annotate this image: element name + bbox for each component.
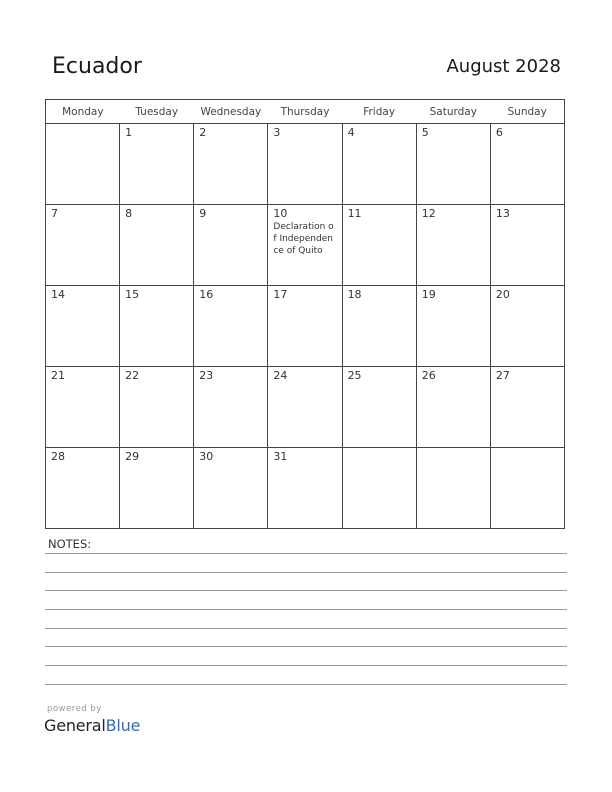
day-number: 9 (199, 207, 207, 220)
calendar-day-cell (490, 124, 564, 205)
calendar-day-cell (342, 286, 416, 367)
day-number: 15 (125, 288, 140, 301)
calendar-day-cell (46, 205, 120, 286)
notes-line (45, 646, 567, 647)
day-number: 24 (273, 369, 288, 382)
day-number: 16 (199, 288, 214, 301)
notes-line (45, 665, 567, 666)
calendar-day-cell (268, 205, 342, 286)
calendar-day-cell (120, 124, 194, 205)
day-number: 18 (347, 288, 362, 301)
calendar-day-cell (46, 286, 120, 367)
day-number: 12 (421, 207, 436, 220)
weekday-thursday: Thursday (268, 100, 342, 124)
day-number: 14 (51, 288, 65, 301)
day-number: 31 (273, 450, 288, 463)
calendar-day-cell (120, 286, 194, 367)
calendar-grid (45, 99, 565, 529)
notes-line (45, 553, 567, 554)
calendar-day-cell (194, 124, 268, 205)
day-number: 1 (125, 126, 133, 139)
calendar-day-cell (120, 367, 194, 448)
weekday-tuesday: Tuesday (120, 100, 194, 124)
calendar-week-row (46, 448, 565, 529)
calendar-day-cell (416, 286, 490, 367)
weekday-monday: Monday (46, 100, 120, 124)
calendar-day-cell (416, 205, 490, 286)
calendar-week-row (46, 124, 565, 205)
notes-line (45, 684, 567, 685)
day-number: 2 (199, 126, 207, 139)
calendar-day-cell (416, 124, 490, 205)
calendar-country-title: Ecuador (52, 54, 142, 79)
calendar-week-row (46, 286, 565, 367)
weekday-sunday: Sunday (490, 100, 564, 124)
day-number: 6 (495, 126, 503, 139)
day-number: 22 (125, 369, 140, 382)
calendar-day-cell (490, 367, 564, 448)
calendar-body (46, 124, 565, 529)
day-number: 10 (273, 207, 288, 220)
day-number: 27 (495, 369, 510, 382)
day-number: 30 (199, 450, 214, 463)
day-number: 25 (347, 369, 362, 382)
calendar-day-cell (120, 205, 194, 286)
day-number: 7 (51, 207, 58, 220)
day-number: 19 (421, 288, 436, 301)
logo-text-general: General (44, 716, 106, 735)
calendar-day-cell (120, 448, 194, 529)
day-number: 17 (273, 288, 288, 301)
powered-by-text: powered by (47, 704, 102, 714)
day-number: 21 (51, 369, 65, 382)
calendar-day-cell (194, 286, 268, 367)
day-number: 28 (51, 450, 65, 463)
calendar-day-cell (46, 124, 120, 205)
day-number: 23 (199, 369, 214, 382)
calendar-day-cell (342, 205, 416, 286)
weekday-saturday: Saturday (416, 100, 490, 124)
calendar-week-row (46, 205, 565, 286)
day-number: 26 (421, 369, 436, 382)
notes-line (45, 628, 567, 629)
calendar-day-cell (268, 286, 342, 367)
day-number: 13 (495, 207, 510, 220)
calendar-day-cell (342, 448, 416, 529)
day-number: 4 (347, 126, 355, 139)
calendar-day-cell (46, 367, 120, 448)
calendar-day-cell (268, 448, 342, 529)
calendar-day-cell (46, 448, 120, 529)
day-number: 20 (495, 288, 510, 301)
weekday-friday: Friday (342, 100, 416, 124)
day-number: 5 (421, 126, 429, 139)
calendar-day-cell (342, 367, 416, 448)
notes-line (45, 572, 567, 573)
calendar-day-cell (490, 448, 564, 529)
calendar-day-cell (194, 448, 268, 529)
calendar-day-cell (490, 205, 564, 286)
calendar-day-cell (268, 367, 342, 448)
day-number: 3 (273, 126, 281, 139)
day-number: 29 (125, 450, 140, 463)
holiday-event: Declaration of Independence of Quito (273, 222, 334, 256)
notes-line (45, 590, 567, 591)
calendar-day-cell (194, 367, 268, 448)
generalblue-logo (44, 716, 140, 735)
day-number: 8 (125, 207, 133, 220)
weekday-header-row (46, 100, 565, 124)
weekday-wednesday: Wednesday (194, 100, 268, 124)
calendar-day-cell (490, 286, 564, 367)
notes-line (45, 609, 567, 610)
day-number: 11 (347, 207, 362, 220)
calendar-week-row (46, 367, 565, 448)
calendar-day-cell (268, 124, 342, 205)
calendar-day-cell (416, 448, 490, 529)
calendar-month-title: August 2028 (446, 56, 561, 77)
notes-label: NOTES: (48, 537, 92, 551)
logo-text-blue: Blue (105, 716, 141, 735)
calendar-day-cell (416, 367, 490, 448)
calendar-day-cell (342, 124, 416, 205)
calendar-day-cell (194, 205, 268, 286)
